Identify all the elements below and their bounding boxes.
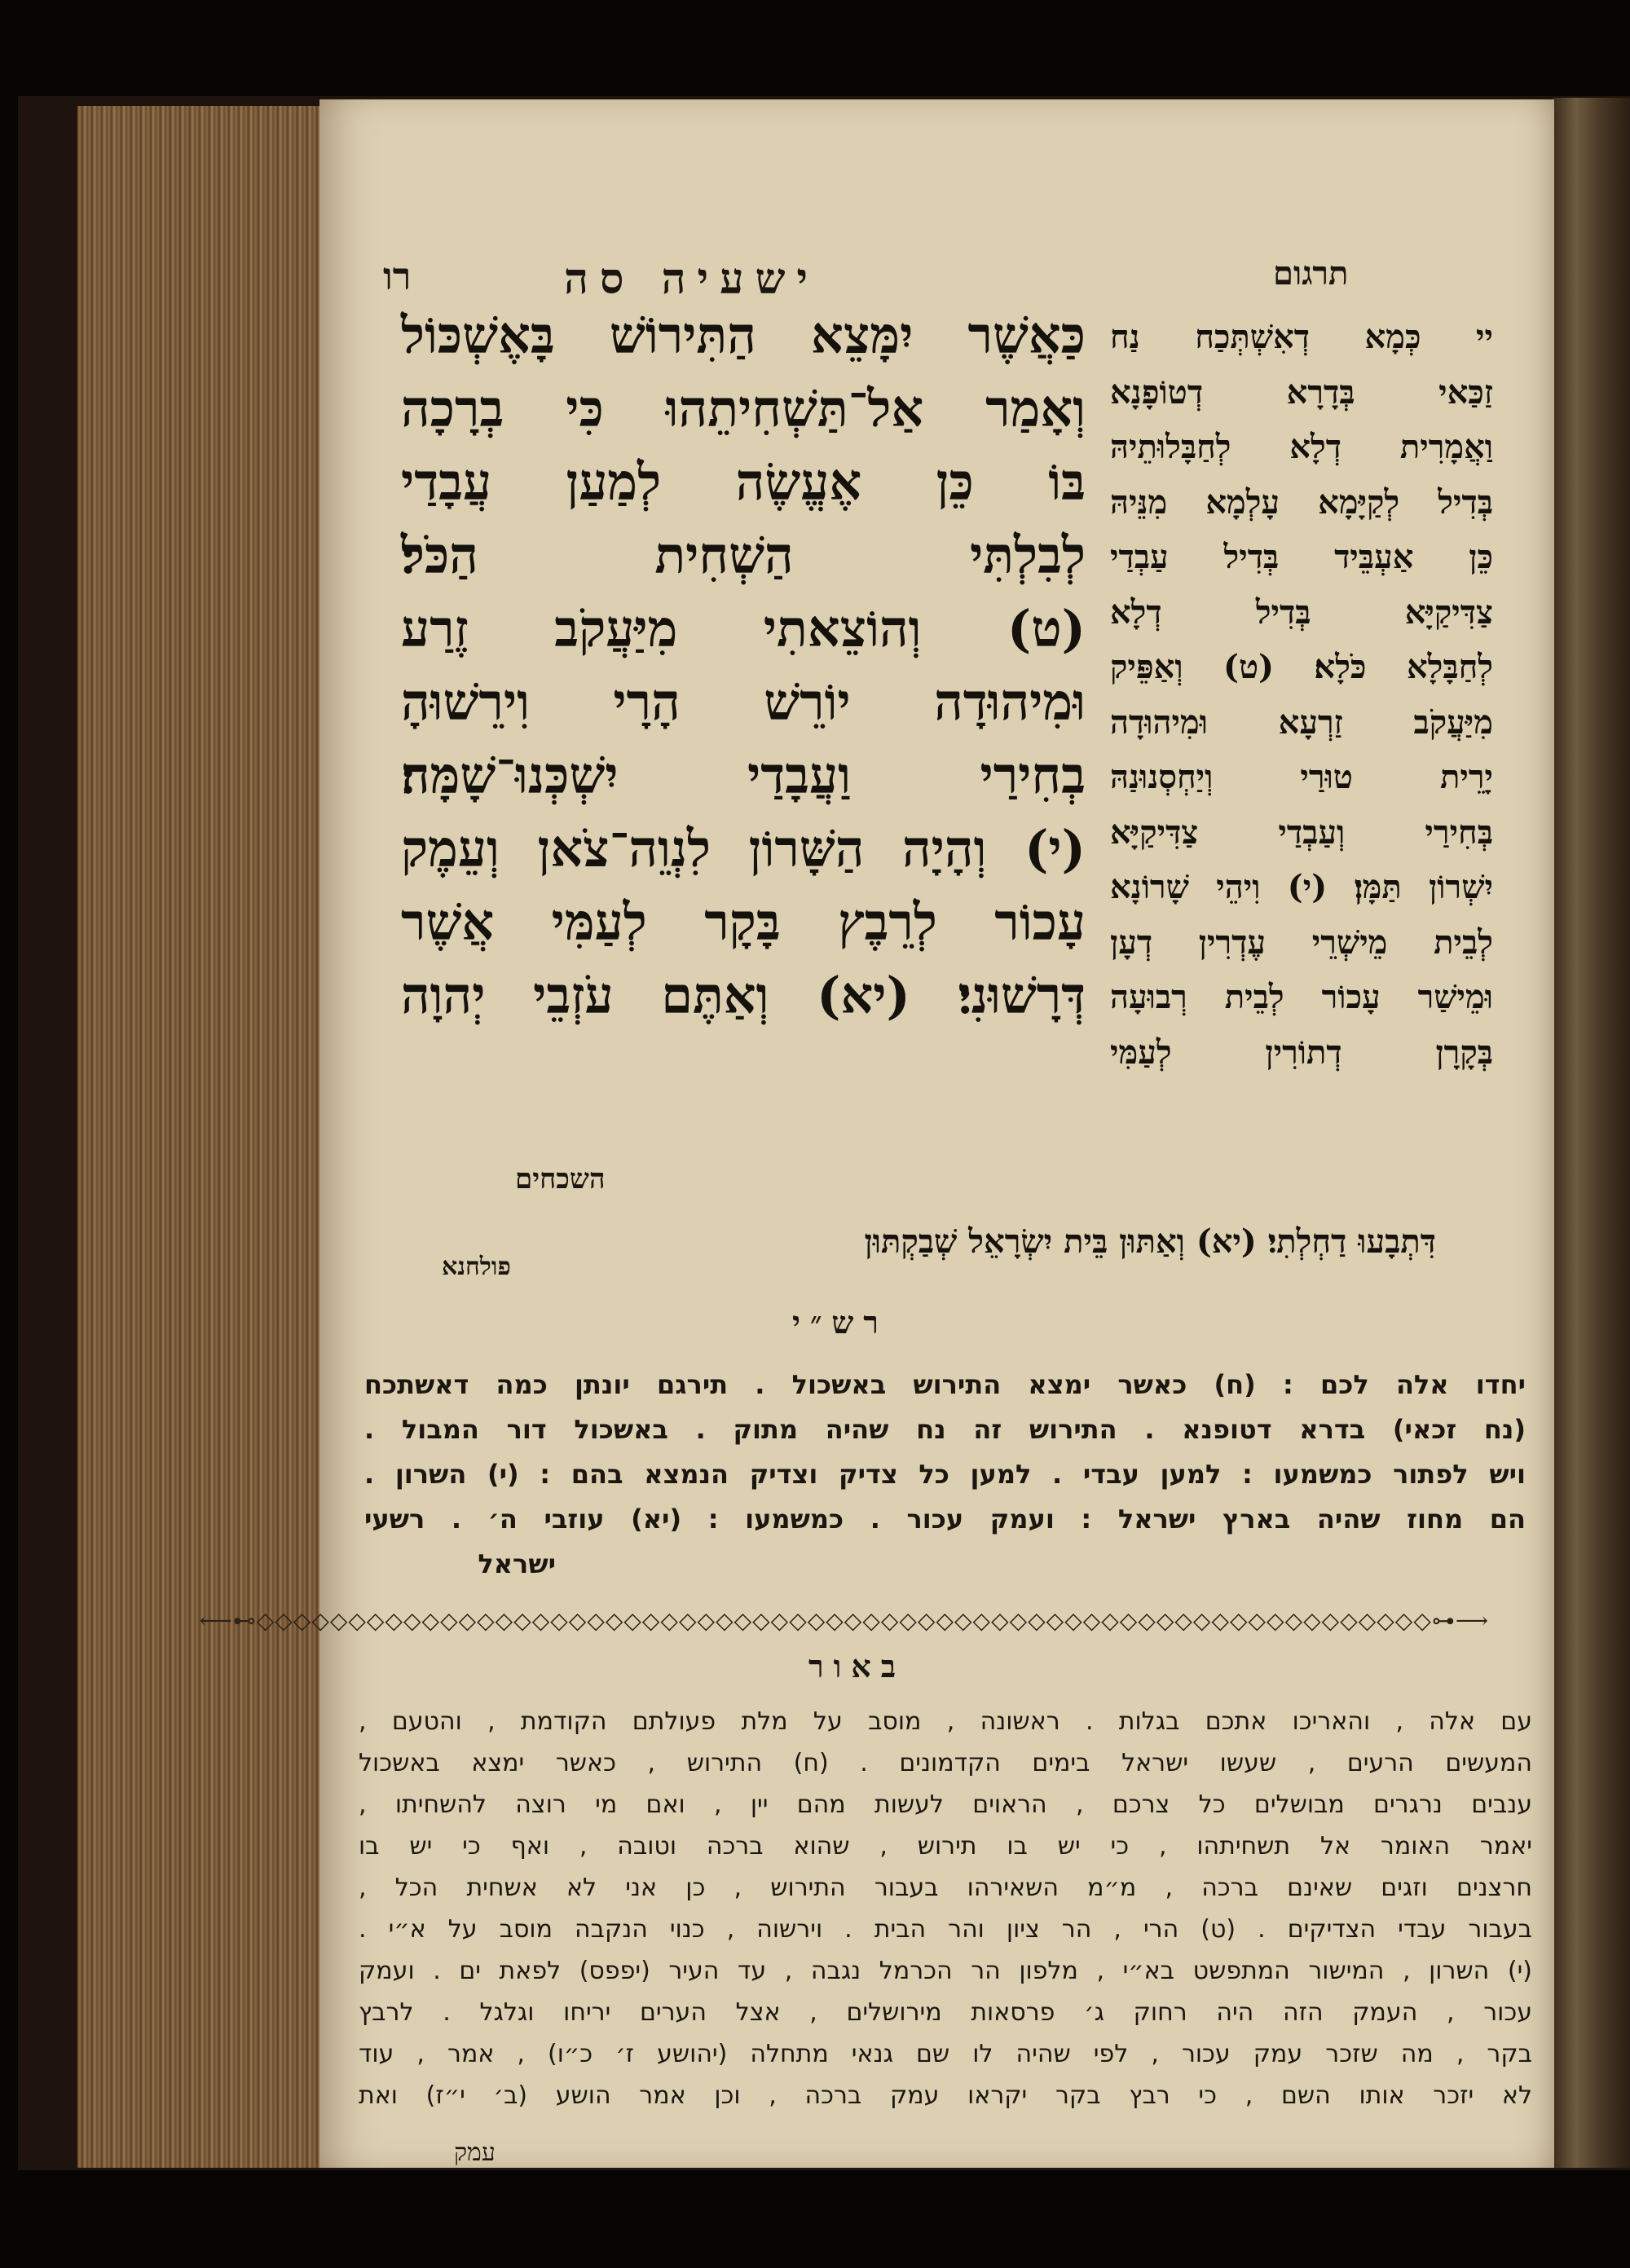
scripture-line: בְחִירַי וַעֲבָדַי יִשְׁכְּנוּ־שָׁמָּה׃ [401,746,1086,805]
biur-line: יאמר האומר אל תשחיתהו , כי יש בו תירוש , שהוא ברכה וטובה , ואף כי יש בו [359,1832,1532,1861]
scripture-text [401,299,1086,1033]
targum-column [1110,310,1493,1080]
facing-page-edge [1553,98,1630,2168]
biur-line: בקר , מה שזכר עמק עכור , לפי שהיה לו שם גנאי מתחלה (יהושע ז׳ כ״ו) , אמר , עוד [359,2040,1532,2068]
targum-line: מִיַּעֲקֹב זַרְעָא וּמִיהוּדָה [1110,702,1493,742]
scripture-line: וּמִיהוּדָה יוֹרֵשׁ הָרָי וִירֵשׁוּהָ [401,672,1086,732]
targum-line: בְּקָרָן דְתוֹרִין לְעַמִּי [1110,1033,1493,1072]
biur-line: עם אלה , והאריכו אתכם בגלות . ראשונה , מוסב על מלת פעולתם הקודמת , והטעם , [359,1707,1532,1736]
rashi-line: (נח זכאי) בדרא דטופנא . התירוש זה נח שהיה מתוק . באשכול דור המבול . [364,1414,1526,1445]
scripture-line: בּוֹ כֵּן אֶעֱשֶׂה לְמַעַן עֲבָדַי [401,452,1086,512]
scripture-line: דְּרָשׁוּנִי׃ (יא) וְאַתֶּם עֹזְבֵי יְהוָה [401,966,1086,1025]
biur-line: המעשים הרעים , שעשו ישראל בימים הקדמונים . (ח) התירוש , כאשר ימצא באשכול [359,1749,1532,1777]
rashi-commentary [364,1363,1526,1587]
biur-line: לא יזכר אותו השם , כי רבץ בקר יקראו עמק ברכה , וכן אמר הושע (ב׳ י״ז) ואת [359,2081,1532,2110]
catchword-targum: פולחנא [442,1253,511,1281]
rashi-heading: רש״י [792,1304,888,1341]
page-edges-left [77,106,322,2168]
targum-line: יִשְׁרוֹן תַּמָּן׃ (י) וִיהֵי שָׁרוֹנָא [1110,868,1493,906]
scripture-line: עָכוֹר לְרֵבֶץ בָּקָר לְעַמִּי אֲשֶׁר [401,892,1086,952]
ornamental-divider: ⟶⊷◇◇◇◇◇◇◇◇◇◇◇◇◇◇◇◇◇◇◇◇◇◇◇◇◇◇◇◇◇◇◇◇◇◇◇◇◇◇◇◇◇◇◇◇◇◇◇◇◇◇◇◇◇◇◇◇◇◇◇◇◇◇◇◇⊶⟵ [199,1607,1489,1634]
biur-line: עכור , העמק הזה היה רחוק ג׳ פרסאות מירושלים , אצל הערים יריחו וגלגל . לרבץ [359,1998,1532,2027]
targum-line: צַדִּיקַיָּא בְּדִיל דְלָא [1110,592,1493,632]
targum-line: לְחַבָּלָא כֹּלָא׃ (ט) וְאַפֵּיק [1110,648,1493,686]
targum-line: יי כְּמָא דְאִשְׁתְּכַח נַח [1110,318,1493,356]
rashi-line: הם מחוז שהיה בארץ ישראל : ועמק עכור . כמשמעו : (יא) עוזבי ה׳ . רשעי [364,1504,1526,1535]
catchword-biur: עמק [454,2138,496,2167]
running-head: ישעיה סה [564,254,820,304]
targum-line: לְבֵית מֵישְׁרֵי עֶדְרִין דְעָן [1110,923,1493,962]
targum-line: וּמֵישַׁר עָכוֹר לְבֵית רְבוּעָה [1110,978,1493,1016]
biur-commentary [359,1701,1532,2116]
scripture-line: וְאָמַר אַל־תַּשְׁחִיתֵהוּ כִּי בְרָכָה [401,379,1086,438]
targum-last-line: דִּתְבָעוּ דַחְלְתִי׃ (יא) וְאַתּוּן בֵּית יִשְׂרָאֵל שְׁבַקְתּוּן [864,1222,1436,1261]
biur-line: ענבים נרגרים מבושלים כל צרכם , הראוים לעשות מהם יין , ואם מי רוצה להשחיתו , [359,1790,1532,1819]
scripture-line: (י) וְהָיָה הַשָּׁרוֹן לִנְוֵה־צֹאן וְעֵמֶק [401,819,1086,879]
folio-number: רו [383,254,412,298]
scripture-line: לְבִלְתִּי הַשְׁחִית הַכֹּל׃ [401,526,1086,585]
biur-line: חרצנים וזגים שאינם ברכה , מ״מ השאירהו בעבור התירוש , כן אני לא אשחית הכל , [359,1874,1532,1902]
rashi-line: ויש לפתור כמשמעו : למען עבדי . למען כל צדיק וצדיק הנמצא בהם : (י) השרון . [364,1459,1526,1490]
targum-line: בְּדִיל לְקַיָּמָא עָלְמָא מִנֵּיהּ [1110,482,1493,522]
scripture-line: כַּאֲשֶׁר יִמָּצֵא הַתִּירוֹשׁ בָּאֶשְׁכּוֹל [401,306,1086,365]
rashi-line: ישראל [478,1548,556,1579]
book-page [199,99,1554,2168]
targum-line: כֵּן אַעְבֵּיד בְּדִיל עַבְדַי [1110,538,1493,576]
rashi-line: יחדו אלה לכם : (ח) כאשר ימצא התירוש באשכול . תירגם יונתן כמה דאשתכח [364,1369,1526,1400]
targum-label: תרגום [1273,254,1349,293]
catchword-scripture: השכחים [515,1163,606,1196]
targum-line: זַכַּאי בְּדָרָא דְטוֹפָנָא [1110,372,1493,412]
biur-line: (י) השרון , המישור המתפשט בא״י , מלפון הר הכרמל נגבה , עד העיר (יפפס) לפאת ים . ועמק [359,1957,1532,1985]
scripture-line: (ט) וְהוֹצֵאתִי מִיַּעֲקֹב זֶרַע [401,599,1086,658]
targum-line: בְּחִירַי וְעַבְדַי צַדִּיקַיָּא [1110,813,1493,852]
biur-heading: באור [808,1648,906,1684]
targum-line: וַאֲמָרִית דְלָא לְחַבָּלוּתֵיהּ [1110,428,1493,466]
biur-line: בעבור עבדי הצדיקים . (ט) הרי , הר ציון והר הבית . וירשוה , כנוי הנקבה מוסב על א״י . [359,1915,1532,1944]
targum-line: יָרֵית טוּרַי וְיַחְסְנוּנַהּ [1110,758,1493,796]
